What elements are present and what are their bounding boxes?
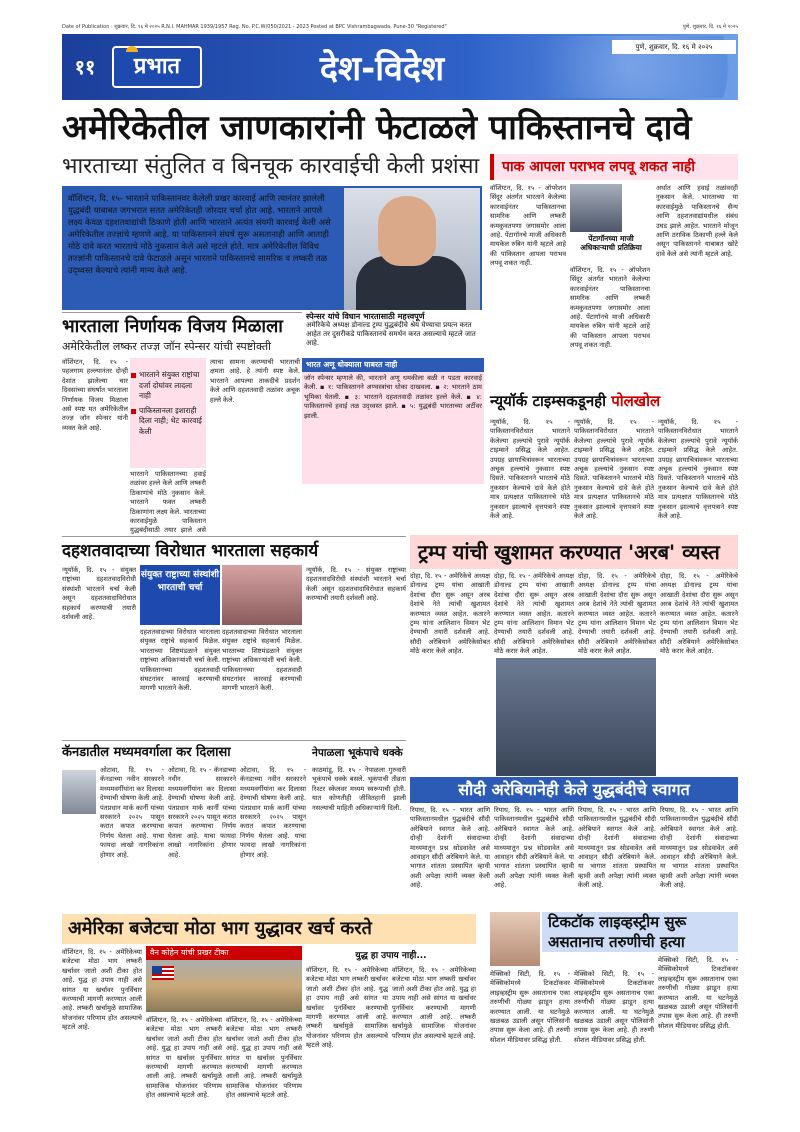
victory-subtitle: अमेरिकेतील लष्कर तज्ज्ञ जॉन स्पेन्सर यांची स्पष्टोक्ती bbox=[62, 340, 272, 353]
story-text: वॉशिंग्टन, दि. १५ - ऑपरेशन सिंदूर अंतर्गत भारताने केलेल्या कारवाईनंतर पाकिस्तानचा सामरिक आणि लष्करी कमकुवतपणा जगासमोर आला आहे. पेंटागॉनचे माजी अधिकारी मायकेल रुबिन यांनी म्हटले आहे की पाकिस्तान आपला पराभव लपवू शकत नाही. bbox=[490, 184, 566, 268]
divider bbox=[62, 312, 302, 313]
un-box: संयुक्त राष्ट्राच्या संस्थांशी भारताची चर्चा bbox=[140, 565, 220, 625]
war-photo-caption: वैन कोहेन यांची प्रखर टीका bbox=[146, 946, 302, 960]
trump-photo bbox=[496, 658, 656, 776]
saudi-title: सौदी अरेबियानेही केले युद्धबंदीचे स्वागत bbox=[410, 777, 738, 803]
nyt-title-highlight: पोलखोल bbox=[611, 392, 661, 410]
trump-text: दोहा, दि. १५ - अमेरिकेचे अध्यक्ष डोनाल्ड ट्रम्प यांचा आखाती देशांचा दौरा सुरू असून अरब देशांचे नेते त्यांची खुशामत करण्यात व्यस्त आहेत. कतारने ट्रम्प यांना आलिशान विमान भेट देण्याची तयारी दर्शवली आहे. सौदी अरेबियाने अमेरिकेसोबत मोठे करार केले आहेत. bbox=[410, 572, 490, 656]
publication-line bbox=[62, 22, 738, 32]
nyt-text: न्यूयॉर्क, दि. १५ - पाकिस्तानविरोधात भारताने केलेल्या हल्ल्यांचे पुरावे न्यूयॉर्क टाइम्सने प्रसिद्ध केले आहेत. उपग्रह छायाचित्रांवरून भारताच्या अचूक हल्ल्यांचे नुकसान स्पष्ट दिसते. पाकिस्तानने भारताचे मोठे नुकसान केल्याचे दावे केले होते मात्र प्रत्यक्षात पाकिस्तानचे मोठे नुकसान झाल्याचे वृत्तपत्राने स्पष्ट केले आहे. bbox=[490, 418, 570, 521]
victory-title: भारताला निर्णायक विजय मिळाला bbox=[62, 316, 283, 337]
saudi-text: रियाध, दि. १५ - भारत आणि पाकिस्तानमधील युद्धबंदीचे सौदी अरेबियाने स्वागत केले आहे. दोन्ही देशांनी संवादाच्या माध्यमातून प्रश्न सोडवावेत असे आवाहन सौदी अरेबियाने केले. या भागात शांतता प्रस्थापित व्हावी अशी अपेक्षा त्यांनी व्यक्त केली आहे. bbox=[578, 806, 656, 890]
us-budget-text: वॉशिंग्टन, दि. १५ - अमेरिकेच्या बजेटचा मोठा भाग लष्करी खर्चावर जातो अशी टीका होत आहे. युद्ध हा उपाय नाही असे सांगत या खर्चावर पुनर्विचार करण्याची मागणी करण्यात आली आहे. लष्करी खर्चामुळे सामाजिक योजनांवर परिणाम होत असल्याचे म्हटले आहे. bbox=[146, 1016, 222, 1100]
carney-photo bbox=[62, 770, 96, 814]
nyt-text: न्यूयॉर्क, दि. १५ - पाकिस्तानविरोधात भारताने केलेल्या हल्ल्यांचे पुरावे न्यूयॉर्क टाइम्सने प्रसिद्ध केले आहेत. उपग्रह छायाचित्रांवरून भारताच्या अचूक हल्ल्यांचे नुकसान स्पष्ट दिसते. पाकिस्तानने भारताचे मोठे नुकसान केल्याचे दावे केले होते मात्र प्रत्यक्षात पाकिस्तानचे मोठे नुकसान झाल्याचे वृत्तपत्राने स्पष्ट केले आहे. bbox=[574, 418, 654, 521]
us-budget-title: अमेरिका बजेटचा मोठा भाग युद्धावर खर्च करते bbox=[62, 914, 476, 944]
trump-title: ट्रम्प यांची खुशामत करण्यात 'अरब' व्यस्त bbox=[410, 535, 738, 569]
trump-text: दोहा, दि. १५ - अमेरिकेचे अध्यक्ष डोनाल्ड ट्रम्प यांचा आखाती देशांचा दौरा सुरू असून अरब देशांचे नेते त्यांची खुशामत करण्यात व्यस्त आहेत. कतारने ट्रम्प यांना आलिशान विमान भेट देण्याची तयारी दर्शवली आहे. सौदी अरेबियाने अमेरिकेसोबत मोठे करार केले आहेत. bbox=[660, 572, 738, 656]
nyt-title-main: न्यूयॉर्क टाइम्सकडूनही bbox=[490, 392, 612, 410]
nyt-text: न्यूयॉर्क, दि. १५ - पाकिस्तानविरोधात भारताने केलेल्या हल्ल्यांचे पुरावे न्यूयॉर्क टाइम्सने प्रसिद्ध केले आहेत. उपग्रह छायाचित्रांवरून भारताच्या अचूक हल्ल्यांचे नुकसान स्पष्ट दिसते. पाकिस्तानने भारताचे मोठे नुकसान केल्याचे दावे केले होते मात्र प्रत्यक्षात पाकिस्तानचे मोठे नुकसान झाल्याचे वृत्तपत्राने स्पष्ट केले आहे. bbox=[658, 418, 738, 521]
tiktok-title: टिकटॉक लाइव्हस्ट्रीम सुरू असतानाच तरुणीची हत्या bbox=[542, 912, 738, 952]
nyt-title bbox=[490, 388, 738, 414]
saudi-text: रियाध, दि. १५ - भारत आणि पाकिस्तानमधील युद्धबंदीचे सौदी अरेबियाने स्वागत केले आहे. दोन्ही देशांनी संवादाच्या माध्यमातून प्रश्न सोडवावेत असे आवाहन सौदी अरेबियाने केले. या भागात शांतता प्रस्थापित व्हावी अशी अपेक्षा त्यांनी व्यक्त केली आहे. bbox=[494, 806, 574, 890]
saudi-text: रियाध, दि. १५ - भारत आणि पाकिस्तानमधील युद्धबंदीचे सौदी अरेबियाने स्वागत केले आहे. दोन्ही देशांनी संवादाच्या माध्यमातून प्रश्न सोडवावेत असे आवाहन सौदी अरेबियाने केले. या भागात शांतता प्रस्थापित व्हावी अशी अपेक्षा त्यांनी व्यक्त केली आहे. bbox=[660, 806, 738, 890]
terror-text: न्यूयॉर्क, दि. १५ - संयुक्त राष्ट्रांच्या दहशतवादविरोधी संस्थांशी भारताने चर्चा केली असून दहशतवादाविरोधात सहकार्य करण्याची तयारी दर्शवली आहे. bbox=[306, 566, 406, 603]
terror-title: दहशतवादाच्या विरोधात भारताला सहकार्य bbox=[62, 541, 319, 561]
publication-date: पुणे, शुक्रवार, दि. १६ मे २०२५ bbox=[682, 24, 738, 30]
canada-title: कॅनडातील मध्यमवर्गाला कर दिलासा bbox=[62, 745, 231, 760]
nepal-title: नेपाळला भूकंपाचे धक्के bbox=[312, 747, 403, 759]
saudi-text: रियाध, दि. १५ - भारत आणि पाकिस्तानमधील युद्धबंदीचे सौदी अरेबियाने स्वागत केले आहे. दोन्ही देशांनी संवादाच्या माध्यमातून प्रश्न सोडवावेत असे आवाहन सौदी अरेबियाने केले. या भागात शांतता प्रस्थापित व्हावी अशी अपेक्षा त्यांनी व्यक्त केली आहे. bbox=[410, 806, 490, 890]
us-budget-text: वॉशिंग्टन, दि. १५ - अमेरिकेच्या बजेटचा मोठा भाग लष्करी खर्चावर जातो अशी टीका होत आहे. युद्ध हा उपाय नाही असे सांगत या खर्चावर पुनर्विचार करण्याची मागणी करण्यात आली आहे. लष्करी खर्चामुळे सामाजिक योजनांवर परिणाम होत असल्याचे म्हटले आहे. bbox=[306, 966, 388, 1050]
divider bbox=[62, 740, 406, 741]
victory-text: वॉशिंग्टन, दि. १५ - पहलगाम हल्ल्यानंतर दोन्ही देशांत झालेल्या चार दिवसांच्या संघर्षात भारताला निर्णायक विजय मिळाला असे स्पष्ट मत अमेरिकेतील तज्ज्ञ जॉन स्पेन्सर यांनी व्यक्त केले आहे. bbox=[62, 358, 128, 432]
masthead-date: पुणे, शुक्रवार, दि. १६ मे २०२५ bbox=[612, 40, 736, 54]
lead-caption bbox=[306, 312, 482, 347]
tiktok-text: मेक्सिको सिटी, दि. १५ - मेक्सिकोमध्ये टिकटॉकवर लाइव्हस्ट्रीम सुरू असतानाच एका तरुणीची गोळ्या झाडून हत्या करण्यात आली. या घटनेमुळे खळबळ उडाली असून पोलिसांनी तपास सुरू केला आहे. ही तरुणी सोशल मीडियावर प्रसिद्ध होती. bbox=[574, 970, 654, 1044]
us-budget-text: वॉशिंग्टन, दि. १५ - अमेरिकेच्या बजेटचा मोठा भाग लष्करी खर्चावर जातो अशी टीका होत आहे. युद्ध हा उपाय नाही असे सांगत या खर्चावर पुनर्विचार करण्याची मागणी करण्यात आली आहे. लष्करी खर्चामुळे सामाजिक योजनांवर परिणाम होत असल्याचे म्हटले आहे. bbox=[226, 1016, 302, 1100]
story-text: अर्थात आणि हवाई तळांवरही नुकसान केले. भारताच्या या कारवाईमुळे पाकिस्तानचे सैन्य आणि दहशतवाद्यांमधील संबंध उघड झाले आहेत. भारताने मोजून आणि ठराविक ठिकाणी हल्ले केले असून पाकिस्तानने याबाबत खोटे दावे केले असे त्यांनी म्हटले आहे. bbox=[656, 184, 738, 258]
lead-headline: अमेरिकेतील जाणकारांनी फेटाळले पाकिस्तानचे दावे bbox=[62, 108, 692, 148]
victory-text: त्याचा सामना करण्याची भारताची क्षमता आहे. हे त्यांनी स्पष्ट केले. भारताने आपल्या ताकदीचे प्रदर्शन केले आणि दहशतवादी तळांवर अचूक हल्ले केले. bbox=[210, 358, 300, 404]
page-number: ११ bbox=[74, 55, 96, 79]
trump-text: दोहा, दि. १५ - अमेरिकेचे अध्यक्ष डोनाल्ड ट्रम्प यांचा आखाती देशांचा दौरा सुरू असून अरब देशांचे नेते त्यांची खुशामत करण्यात व्यस्त आहेत. कतारने ट्रम्प यांना आलिशान विमान भेट देण्याची तयारी दर्शवली आहे. सौदी अरेबियाने अमेरिकेसोबत मोठे करार केले आहेत. bbox=[578, 572, 656, 656]
logo-sun-icon bbox=[126, 46, 138, 52]
lead-subhead: भारताच्या संतुलित व बिनचूक कारवाईची केली प्रशंसा bbox=[62, 154, 480, 179]
us-budget-quote: युद्ध हा उपाय नाही... bbox=[355, 951, 427, 961]
victory-bullet: पाकिस्तानला इशाराही दिला नाही; थेट कारवाई केली bbox=[131, 406, 205, 438]
caption-title: स्पेन्सर यांचे विधान भारतासाठी महत्त्वपूर्ण bbox=[306, 312, 425, 321]
lead-intro: वॉशिंग्टन, दि. १५- भारताने पाकिस्तानवर केलेली प्रखर कारवाई आणि त्यानंतर झालेली युद्धबंदी याबाबत जगभरात सतत अमेरिकेतही जोरदार चर्चा होत आहे. भारताने आपले लक्ष्य केवळ दहशतवाद्यांची ठिकाणे होती आणि भारताने अत्यंत संयमी कारवाई केली असे अमेरिकेतील तज्ज्ञांचे म्हणणे आहे. या पाकिस्तानने संघर्ष सुरू असतानाही आणि आताही मोठे दावे करत भारताचे मोठे नुकसान केले असे म्हटले होते. मात्र अमेरिकेतील विविध तज्ज्ञांनी पाकिस्तानचे दावे फेटाळले असून भारताने पाकिस्तानचे सामरिक व लष्करी तळ उद्ध्वस्त केल्याचे त्यांनी मान्य केले आहे. bbox=[68, 193, 331, 275]
newspaper-logo: प्रभात bbox=[112, 46, 202, 88]
terror-text: दहशतवादाच्या विरोधात भारताला संयुक्त राष्ट्रांचे सहकार्य मिळेल. भारताच्या शिष्टमंडळाने संयुक्त राष्ट्रांच्या अधिकाऱ्यांशी चर्चा केली. पाकिस्तानच्या दहशतवादी संघटनांवर कारवाई करण्याची मागणी भारताने केली. bbox=[140, 628, 220, 693]
canada-text: ओटावा, दि. १५ - कॅनडाच्या नवीन सरकारने मध्यमवर्गीयांना कर दिलासा देण्याची घोषणा केली आहे. पंतप्रधान मार्क कार्नी यांच्या सरकारने २०२५ पासून करात कपात करण्याचा निर्णय घेतला आहे. याचा फायदा लाखो नागरिकांना होणार आहे. bbox=[240, 766, 306, 859]
terror-text: न्यूयॉर्क, दि. १५ - संयुक्त राष्ट्रांच्या दहशतवादविरोधी संस्थांशी भारताने चर्चा केली असून दहशतवादाविरोधात सहकार्य करण्याची तयारी दर्शवली आहे. bbox=[62, 566, 136, 622]
tiktok-text: मेक्सिको सिटी, दि. १५ - मेक्सिकोमध्ये टिकटॉकवर लाइव्हस्ट्रीम सुरू असतानाच एका तरुणीची गोळ्या झाडून हत्या करण्यात आली. या घटनेमुळे खळबळ उडाली असून पोलिसांनी तपास सुरू केला आहे. ही तरुणी सोशल मीडियावर प्रसिद्ध होती. bbox=[490, 970, 570, 1044]
story-text: वॉशिंग्टन, दि. १५ - ऑपरेशन सिंदूर अंतर्गत भारताने केलेल्या कारवाईनंतर पाकिस्तानचा सामरिक आणि लष्करी कमकुवतपणा जगासमोर आला आहे. पेंटागॉनचे माजी अधिकारी मायकेल रुबिन यांनी म्हटले आहे की पाकिस्तान आपला पराभव लपवू शकत नाही. bbox=[570, 266, 650, 350]
nepal-text: काठमांडू, दि. १५ - नेपाळला गुरुवारी भूकंपाचे धक्के बसले. भूकंपाची तीव्रता रिश्टर स्केलवर मध्यम स्वरूपाची होती. यात कोणतीही जीवितहानी झाली नसल्याची माहिती अधिकाऱ्यांनी दिली. bbox=[312, 766, 406, 812]
section-title: देश-विदेश bbox=[319, 49, 445, 89]
nuclear-title: भारत अणू धोक्याला घाबरत नाही bbox=[302, 358, 484, 372]
divider bbox=[62, 536, 406, 537]
victim-photo bbox=[490, 912, 540, 966]
story-title-pak-defeat: पाक आपला पराभव लपवू शकत नाही bbox=[490, 154, 738, 180]
rubin-photo bbox=[570, 184, 622, 232]
trump-text: दोहा, दि. १५ - अमेरिकेचे अध्यक्ष डोनाल्ड ट्रम्प यांचा आखाती देशांचा दौरा सुरू असून अरब देशांचे नेते त्यांची खुशामत करण्यात व्यस्त आहेत. कतारने ट्रम्प यांना आलिशान विमान भेट देण्याची तयारी दर्शवली आहे. सौदी अरेबियाने अमेरिकेसोबत मोठे करार केले आहेत. bbox=[494, 572, 574, 656]
victory-text: भारताने पाकिस्तानच्या हवाई तळांवर हल्ले केले आणि लष्करी ठिकाणांचे मोठे नुकसान केले. भारताने फक्त लष्करी ठिकाणांना लक्ष्य केले. भारताच्या कारवाईमुळे पाकिस्तान युद्धबंदीसाठी तयार झाले असे bbox=[130, 470, 206, 534]
us-budget-text: वॉशिंग्टन, दि. १५ - अमेरिकेच्या बजेटचा मोठा भाग लष्करी खर्चावर जातो अशी टीका होत आहे. युद्ध हा उपाय नाही असे सांगत या खर्चावर पुनर्विचार करण्याची मागणी करण्यात आली आहे. लष्करी खर्चामुळे सामाजिक योजनांवर परिणाम होत असल्याचे म्हटले आहे. bbox=[62, 948, 142, 1032]
victory-bullet: भारताने संयुक्त राष्ट्रांचा दर्जा दोघांवर लादला नाही bbox=[131, 370, 205, 402]
victory-bullets bbox=[131, 370, 205, 462]
terror-text: दहशतवादाच्या विरोधात भारताला संयुक्त राष्ट्रांचे सहकार्य मिळेल. भारताच्या शिष्टमंडळाने संयुक्त राष्ट्रांच्या अधिकाऱ्यांशी चर्चा केली. पाकिस्तानच्या दहशतवादी संघटनांवर कारवाई करण्याची मागणी भारताने केली. bbox=[222, 628, 302, 693]
caption-text: अमेरिकेचे अध्यक्ष डोनाल्ड ट्रम्प युद्धबंदीचे श्रेय घेण्याचा प्रयत्न करत आहेत तर दुसरीकडे पाकिस्तानचे समर्थन करत असल्याचे म्हटले जात आहे. bbox=[306, 321, 476, 347]
photo-face bbox=[378, 196, 436, 266]
us-budget-text: वॉशिंग्टन, दि. १५ - अमेरिकेच्या बजेटचा मोठा भाग लष्करी खर्चावर जातो अशी टीका होत आहे. युद्ध हा उपाय नाही असे सांगत या खर्चावर पुनर्विचार करण्याची मागणी करण्यात आली आहे. लष्करी खर्चामुळे सामाजिक योजनांवर परिणाम होत असल्याचे म्हटले आहे. bbox=[392, 966, 476, 1040]
un-photo bbox=[222, 565, 302, 625]
canada-text: ओटावा, दि. १५ - कॅनडाच्या नवीन सरकारने मध्यमवर्गीयांना कर दिलासा देण्याची घोषणा केली आहे. पंतप्रधान मार्क कार्नी यांच्या सरकारने २०२५ पासून करात कपात करण्याचा निर्णय घेतला आहे. याचा फायदा लाखो नागरिकांना होणार आहे. bbox=[100, 766, 164, 859]
publication-details: Date of Publication : शुक्रवार, दि. १६ मे २०२५ R.N.I. MAHMAR 1939/1957 Reg. No. P.C.W/050/2021 - 2023 Posted at BPC Vishrambagwada, Pune-30 "Registered" bbox=[62, 24, 447, 30]
tiktok-text: मेक्सिको सिटी, दि. १५ - मेक्सिकोमध्ये टिकटॉकवर लाइव्हस्ट्रीम सुरू असतानाच एका तरुणीची गोळ्या झाडून हत्या करण्यात आली. या घटनेमुळे खळबळ उडाली असून पोलिसांनी तपास सुरू केला आहे. ही तरुणी सोशल मीडियावर प्रसिद्ध होती. bbox=[658, 956, 738, 1030]
rubin-caption: पेंटागॉनच्या माजी अधिकाऱ्याची प्रतिक्रिया bbox=[580, 234, 642, 252]
nuclear-text: जॉन स्पेन्सर म्हणाले की, भारताने अणू धमकीला बळी न पडता कारवाई केली. ▪ १: पाकिस्तानने अण्वस्त्रांचा धोका दाखवला. ▪ २: भारताने ठाम भूमिका घेतली. ▪ ३: भारताने दहशतवादी तळांवर हल्ले केले. ▪ ४: पाकिस्तानचे हवाई तळ उद्ध्वस्त झाले. ▪ ५: युद्धबंदी भारताच्या अटींवर झाली. bbox=[304, 374, 482, 420]
canada-text: ओटावा, दि. १५ - कॅनडाच्या नवीन सरकारने मध्यमवर्गीयांना कर दिलासा देण्याची घोषणा केली आहे. पंतप्रधान मार्क कार्नी यांच्या सरकारने २०२५ पासून करात कपात करण्याचा निर्णय घेतला आहे. याचा फायदा लाखो नागरिकांना होणार आहे. bbox=[168, 766, 236, 859]
us-flag-icon bbox=[152, 966, 174, 980]
